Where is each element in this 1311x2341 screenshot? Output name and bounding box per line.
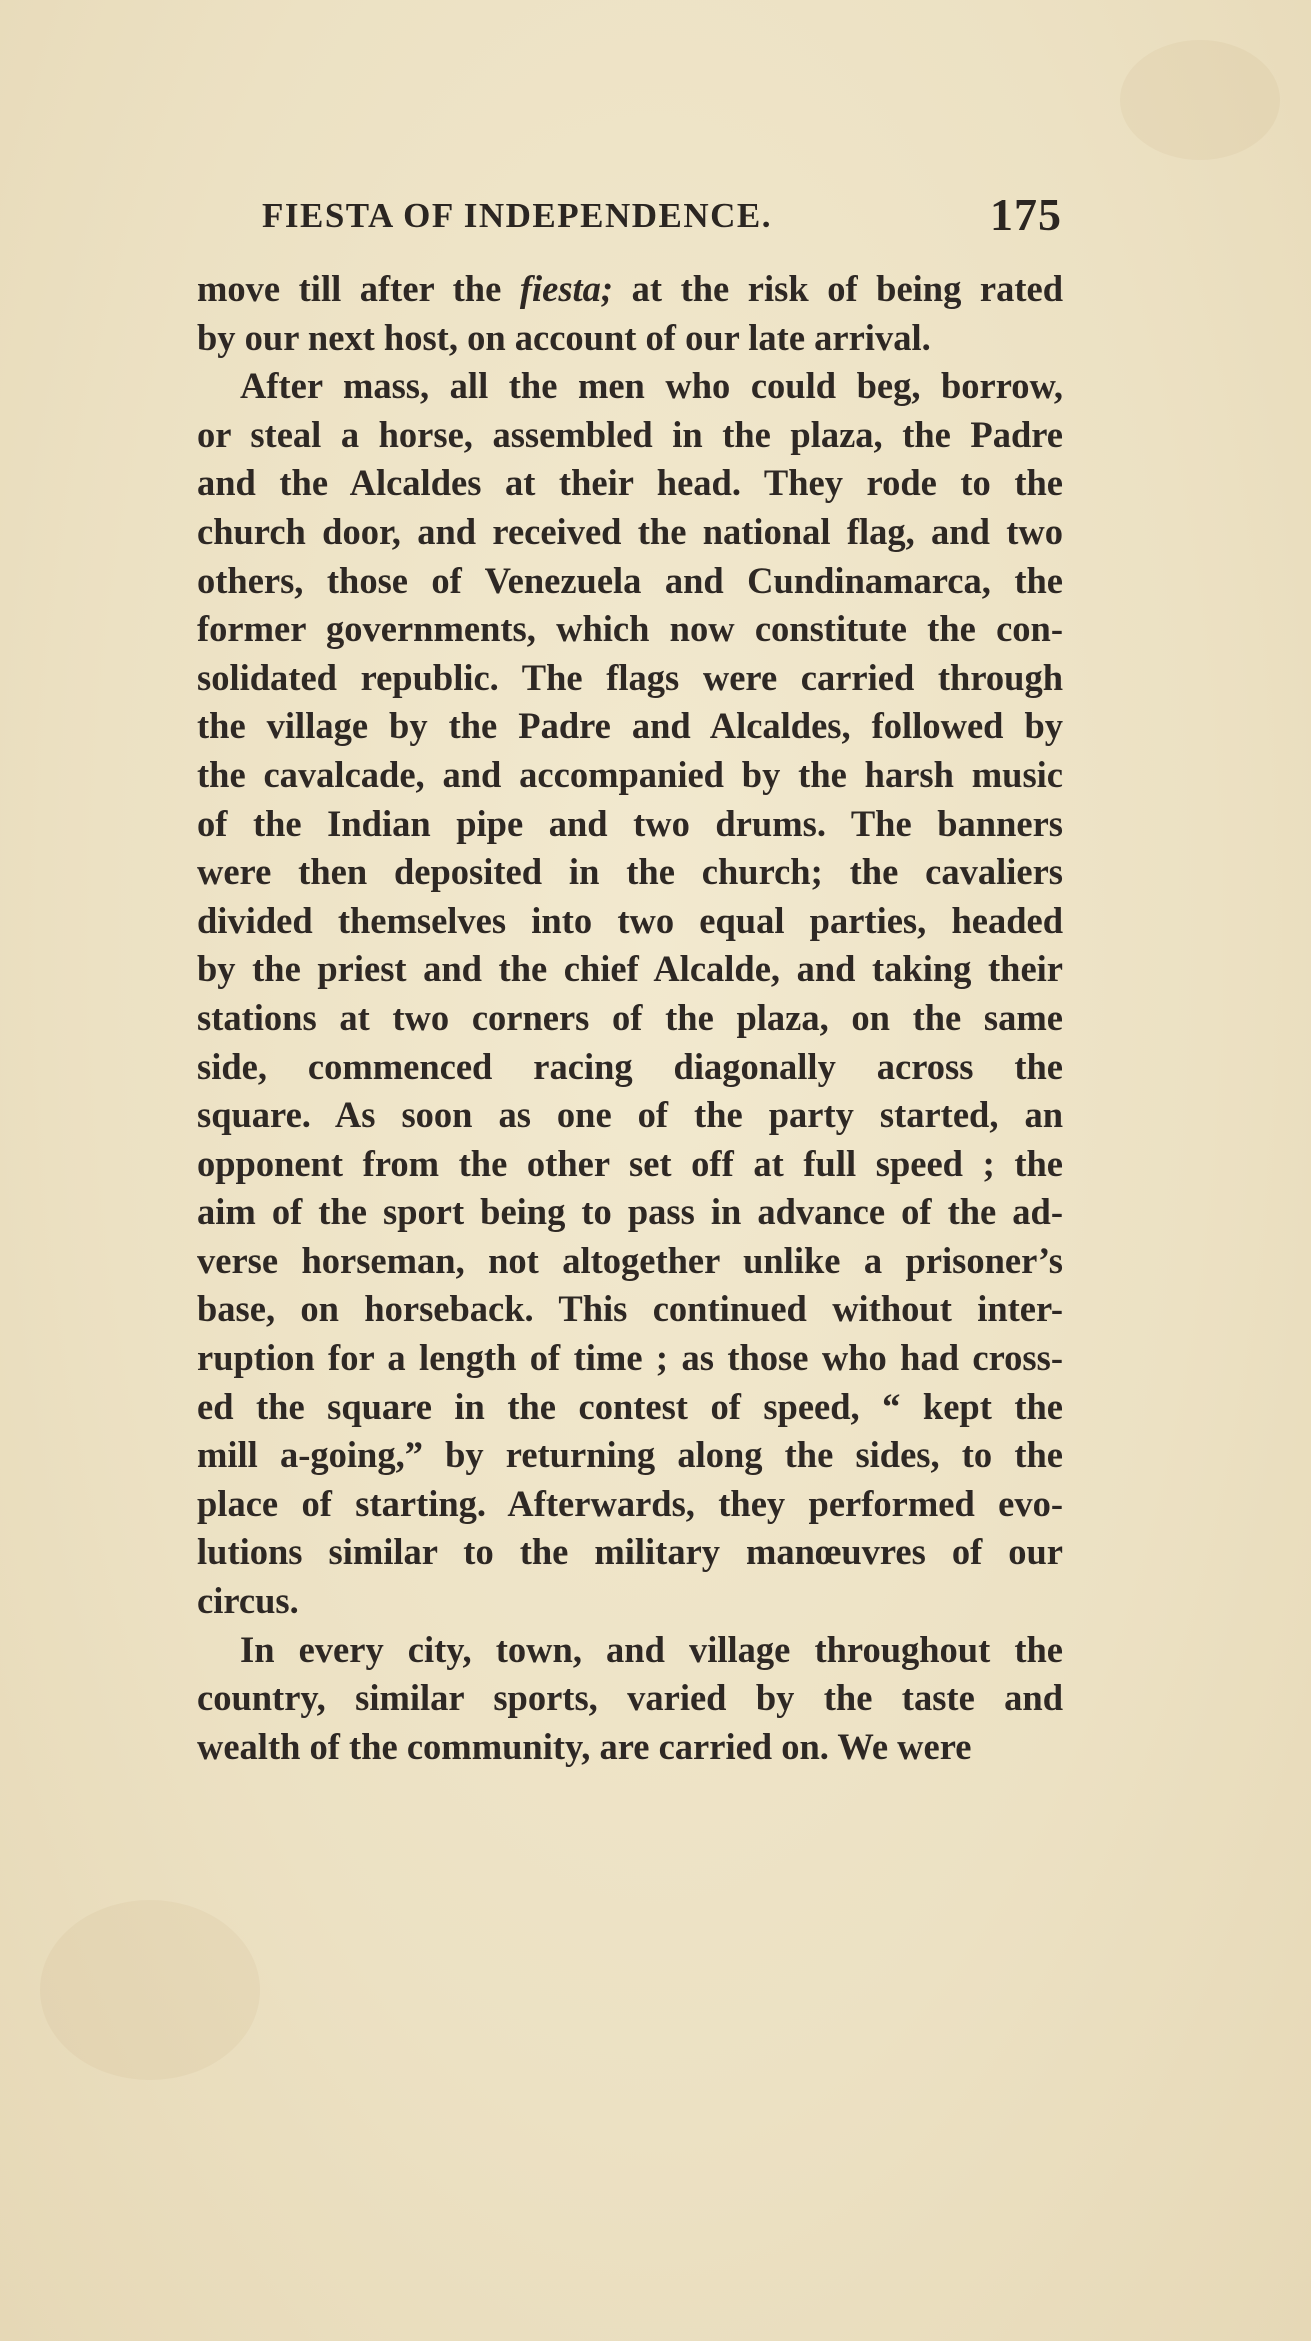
text-line: verse horseman, not altogether unlike a prisoner’s bbox=[197, 1239, 1063, 1281]
paragraph bbox=[197, 265, 1063, 362]
text-line: base, on horseback. This continued without inter- bbox=[197, 1288, 1063, 1330]
text-line: square. As soon as one of the party started, an bbox=[197, 1094, 1063, 1136]
paragraph bbox=[197, 1626, 1063, 1772]
text-line: were then deposited in the church; the cavaliers bbox=[197, 851, 1063, 893]
text-line: In every city, town, and village throughout the bbox=[240, 1628, 1063, 1670]
text-segment: at the risk of being rated bbox=[613, 268, 1063, 309]
text-line: of the Indian pipe and two drums. The banners bbox=[197, 802, 1063, 844]
text-line: stations at two corners of the plaza, on the same bbox=[197, 996, 1063, 1038]
text-line: opponent from the other set off at full speed ; the bbox=[197, 1142, 1063, 1184]
text-line: After mass, all the men who could beg, borrow, bbox=[240, 365, 1063, 407]
text-line: by the priest and the chief Alcalde, and taking their bbox=[197, 948, 1063, 990]
text-line: divided themselves into two equal parties, headed bbox=[197, 899, 1063, 941]
text-line: aim of the sport being to pass in advance of the ad- bbox=[197, 1191, 1063, 1233]
text-line: and the Alcaldes at their head. They rode to the bbox=[197, 462, 1063, 504]
page-number: 175 bbox=[990, 189, 1062, 240]
text-line: ruption for a length of time ; as those who had cross- bbox=[197, 1337, 1063, 1379]
text-line: others, those of Venezuela and Cundinamarca, the bbox=[197, 559, 1063, 601]
text-line: place of starting. Afterwards, they performed evo- bbox=[197, 1482, 1063, 1524]
paper-stain bbox=[1120, 40, 1280, 160]
text-line: former governments, which now constitute the con- bbox=[197, 608, 1063, 650]
paper-stain bbox=[40, 1900, 260, 2080]
text-line: country, similar sports, varied by the taste and bbox=[197, 1677, 1063, 1719]
text-line: circus. bbox=[197, 1580, 299, 1622]
text-line: lutions similar to the military manœuvres of our bbox=[197, 1531, 1063, 1573]
body-text bbox=[197, 265, 1063, 1771]
text-line: the village by the Padre and Alcaldes, followed by bbox=[197, 705, 1063, 747]
italic-term: fiesta; bbox=[519, 268, 614, 309]
text-line: wealth of the community, are carried on. We were bbox=[197, 1725, 972, 1767]
paragraph bbox=[197, 362, 1063, 1625]
page-header bbox=[262, 188, 1062, 248]
text-line: solidated republic. The flags were carried through bbox=[197, 656, 1063, 698]
text-line: mill a-going,” by returning along the sides, to the bbox=[197, 1434, 1063, 1476]
text-line: by our next host, on account of our late arrival. bbox=[197, 316, 931, 358]
text-line: or steal a horse, assembled in the plaza, the Padre bbox=[197, 413, 1063, 455]
running-head: FIESTA OF INDEPENDENCE. bbox=[262, 196, 772, 235]
text-line: the cavalcade, and accompanied by the harsh music bbox=[197, 753, 1063, 795]
text-segment: move till after the bbox=[197, 268, 520, 309]
text-line: ed the square in the contest of speed, “ kept the bbox=[197, 1385, 1063, 1427]
text-line bbox=[197, 265, 1063, 314]
text-line: side, commenced racing diagonally across the bbox=[197, 1045, 1063, 1087]
text-line: church door, and received the national flag, and two bbox=[197, 510, 1063, 552]
